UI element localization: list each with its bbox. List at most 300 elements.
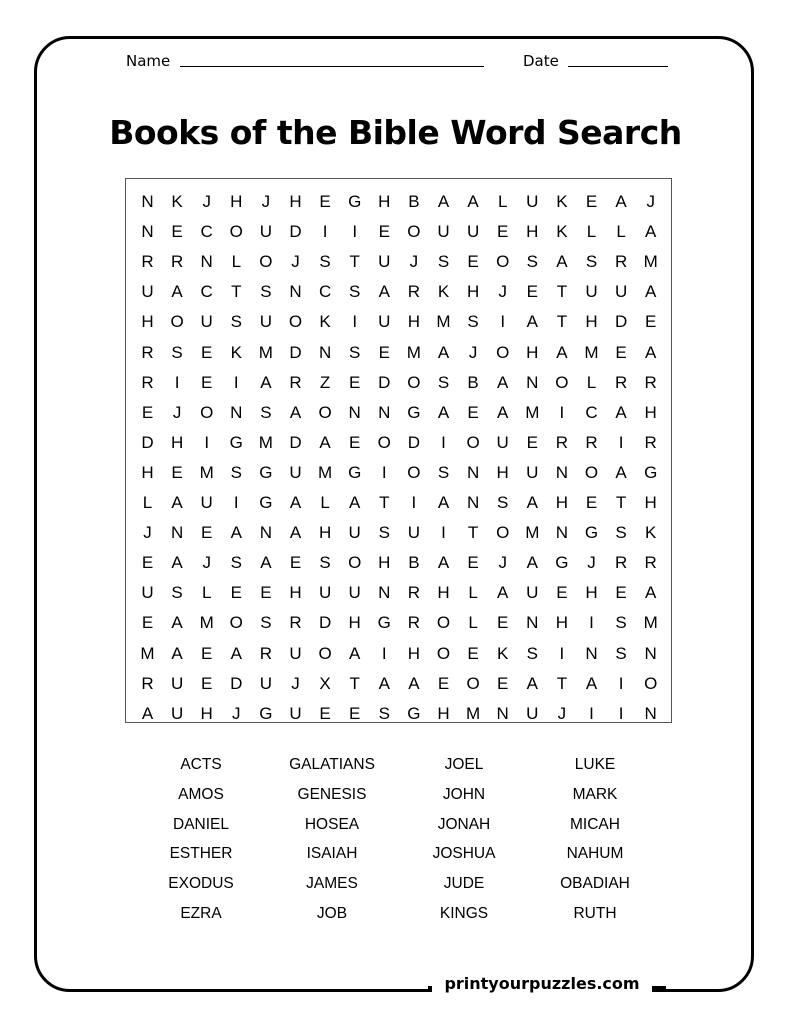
grid-letter[interactable]: N — [230, 402, 243, 422]
grid-letter[interactable]: M — [406, 342, 421, 362]
grid-letter[interactable]: O — [318, 643, 332, 663]
grid-letter[interactable]: A — [615, 192, 627, 211]
grid-letter[interactable]: R — [289, 613, 302, 633]
grid-letter[interactable]: J — [232, 703, 241, 723]
grid-letter[interactable]: N — [555, 462, 569, 482]
grid-letter[interactable]: L — [586, 222, 597, 242]
grid-letter[interactable]: M — [318, 462, 333, 482]
grid-letter[interactable]: H — [289, 583, 302, 603]
grid-letter[interactable]: A — [408, 673, 420, 693]
grid-letter[interactable]: E — [585, 493, 598, 512]
grid-letter[interactable]: H — [230, 192, 243, 211]
grid-letter[interactable]: H — [141, 462, 154, 482]
grid-letter[interactable]: N — [585, 643, 598, 663]
grid-letter[interactable]: J — [172, 402, 182, 422]
grid-letter[interactable]: A — [437, 192, 450, 211]
grid-letter[interactable]: S — [260, 402, 272, 422]
grid-letter[interactable]: J — [291, 252, 300, 272]
grid-letter[interactable]: O — [229, 613, 243, 633]
grid-letter[interactable]: T — [556, 312, 568, 332]
grid-letter[interactable]: O — [200, 402, 214, 422]
grid-letter[interactable]: A — [556, 252, 568, 272]
grid-letter[interactable]: I — [233, 372, 239, 392]
grid-letter[interactable]: A — [645, 222, 657, 242]
grid-letter[interactable]: Z — [319, 372, 331, 392]
grid-letter[interactable]: H — [318, 523, 332, 543]
grid-letter[interactable]: A — [497, 583, 509, 603]
grid-letter[interactable]: U — [526, 583, 539, 603]
grid-letter[interactable]: H — [407, 312, 421, 332]
grid-letter[interactable]: N — [318, 342, 332, 362]
grid-letter[interactable]: I — [204, 432, 210, 452]
grid-letter[interactable]: U — [259, 673, 273, 693]
grid-letter[interactable]: H — [348, 613, 361, 633]
grid-letter[interactable]: A — [526, 673, 538, 693]
grid-letter[interactable]: K — [497, 643, 509, 663]
grid-letter[interactable]: U — [526, 703, 539, 723]
grid-letter[interactable]: O — [436, 613, 451, 633]
grid-letter[interactable]: E — [141, 402, 154, 422]
grid-letter[interactable]: U — [141, 282, 154, 302]
grid-letter[interactable]: H — [526, 222, 539, 242]
grid-letter[interactable]: K — [645, 523, 657, 543]
grid-letter[interactable]: E — [437, 673, 450, 693]
grid-letter[interactable]: G — [377, 613, 391, 633]
grid-letter[interactable]: S — [378, 703, 390, 723]
grid-letter[interactable]: A — [526, 312, 538, 332]
grid-letter[interactable]: A — [556, 342, 568, 362]
grid-letter[interactable]: U — [200, 493, 213, 512]
grid-letter[interactable]: N — [555, 523, 569, 543]
grid-letter[interactable]: A — [230, 523, 242, 543]
grid-letter[interactable]: O — [466, 432, 480, 452]
grid-letter[interactable]: R — [141, 252, 154, 272]
grid-letter[interactable]: E — [615, 583, 627, 603]
grid-letter[interactable]: C — [585, 402, 598, 422]
grid-letter[interactable]: A — [437, 553, 450, 573]
grid-letter[interactable]: K — [230, 342, 242, 362]
grid-letter[interactable]: H — [200, 703, 213, 723]
grid-letter[interactable]: A — [171, 553, 183, 573]
grid-letter[interactable]: G — [348, 462, 362, 482]
grid-letter[interactable]: M — [643, 252, 658, 272]
grid-letter[interactable]: A — [645, 342, 657, 362]
grid-letter[interactable]: E — [289, 553, 302, 573]
grid-letter[interactable]: A — [289, 402, 302, 422]
grid-letter[interactable]: S — [437, 462, 450, 482]
grid-letter[interactable]: U — [170, 673, 184, 693]
grid-letter[interactable]: H — [437, 583, 450, 603]
grid-letter[interactable]: H — [170, 432, 184, 452]
grid-letter[interactable]: I — [411, 493, 417, 512]
grid-letter[interactable]: S — [171, 583, 183, 603]
grid-letter[interactable]: M — [525, 402, 540, 422]
grid-letter[interactable]: E — [585, 192, 598, 211]
grid-letter[interactable]: S — [615, 643, 627, 663]
grid-letter[interactable]: T — [615, 493, 627, 512]
grid-letter[interactable]: S — [349, 342, 361, 362]
grid-letter[interactable]: S — [319, 252, 331, 272]
grid-letter[interactable]: D — [407, 432, 421, 452]
grid-letter[interactable]: E — [497, 673, 509, 693]
grid-letter[interactable]: U — [496, 432, 509, 452]
grid-letter[interactable]: E — [349, 432, 361, 452]
grid-letter[interactable]: B — [408, 553, 420, 573]
grid-letter[interactable]: U — [437, 222, 450, 242]
grid-letter[interactable]: D — [318, 613, 332, 633]
grid-letter[interactable]: N — [526, 613, 539, 633]
grid-letter[interactable]: O — [436, 643, 451, 663]
grid-letter[interactable]: I — [589, 613, 594, 633]
grid-letter[interactable]: S — [497, 493, 509, 512]
grid-letter[interactable]: I — [381, 643, 387, 663]
grid-letter[interactable]: I — [441, 432, 446, 452]
grid-letter[interactable]: S — [349, 282, 361, 302]
grid-letter[interactable]: I — [352, 312, 358, 332]
grid-letter[interactable]: G — [259, 703, 273, 723]
grid-letter[interactable]: R — [407, 613, 421, 633]
grid-letter[interactable]: O — [288, 312, 303, 332]
grid-letter[interactable]: O — [229, 222, 243, 242]
grid-letter[interactable]: U — [259, 222, 273, 242]
grid-letter[interactable]: I — [559, 643, 565, 663]
grid-letter[interactable]: G — [407, 402, 421, 422]
grid-letter[interactable]: S — [437, 372, 450, 392]
grid-letter[interactable]: A — [526, 493, 538, 512]
grid-letter[interactable]: S — [260, 282, 272, 302]
grid-letter[interactable]: A — [378, 673, 390, 693]
grid-letter[interactable]: O — [170, 312, 184, 332]
grid-letter[interactable]: E — [141, 553, 154, 573]
grid-letter[interactable]: S — [585, 252, 598, 272]
grid-letter[interactable]: I — [352, 222, 358, 242]
grid-letter[interactable]: H — [526, 342, 539, 362]
grid-letter[interactable]: G — [555, 553, 569, 573]
grid-letter[interactable]: H — [437, 703, 450, 723]
grid-letter[interactable]: A — [289, 523, 302, 543]
grid-letter[interactable]: S — [526, 643, 538, 663]
grid-letter[interactable]: A — [230, 643, 242, 663]
grid-letter[interactable]: N — [466, 462, 480, 482]
grid-letter[interactable]: R — [614, 252, 628, 272]
grid-letter[interactable]: N — [378, 583, 391, 603]
grid-letter[interactable]: G — [229, 432, 243, 452]
grid-letter[interactable]: A — [497, 372, 509, 392]
grid-letter[interactable]: R — [644, 432, 657, 452]
grid-letter[interactable]: A — [437, 342, 450, 362]
grid-letter[interactable]: E — [230, 583, 242, 603]
grid-letter[interactable]: K — [556, 222, 568, 242]
grid-letter[interactable]: S — [615, 523, 627, 543]
grid-letter[interactable]: K — [556, 192, 568, 211]
grid-letter[interactable]: E — [201, 643, 213, 663]
grid-letter[interactable]: E — [526, 282, 538, 302]
grid-letter[interactable]: D — [141, 432, 154, 452]
grid-letter[interactable]: A — [141, 703, 154, 723]
grid-letter[interactable]: R — [555, 432, 569, 452]
grid-letter[interactable]: U — [289, 643, 302, 663]
grid-letter[interactable]: H — [407, 643, 421, 663]
grid-letter[interactable]: J — [587, 553, 596, 573]
grid-letter[interactable]: U — [289, 462, 302, 482]
grid-letter[interactable]: S — [615, 613, 627, 633]
grid-letter[interactable]: N — [644, 703, 657, 723]
grid-letter[interactable]: O — [644, 673, 658, 693]
grid-letter[interactable]: D — [289, 342, 302, 362]
grid-letter[interactable]: J — [261, 192, 271, 211]
grid-letter[interactable]: D — [289, 432, 302, 452]
grid-letter[interactable]: R — [585, 432, 598, 452]
grid-letter[interactable]: I — [618, 673, 624, 693]
grid-letter[interactable]: I — [174, 372, 180, 392]
grid-letter[interactable]: H — [378, 192, 391, 211]
grid-letter[interactable]: R — [289, 372, 302, 392]
grid-letter[interactable]: M — [258, 432, 273, 452]
grid-letter[interactable]: N — [466, 493, 480, 512]
date-field[interactable] — [568, 66, 668, 67]
grid-letter[interactable]: A — [260, 553, 272, 573]
grid-letter[interactable]: E — [201, 342, 213, 362]
grid-letter[interactable]: U — [170, 703, 184, 723]
grid-letter[interactable]: N — [259, 523, 273, 543]
grid-letter[interactable]: S — [230, 462, 242, 482]
grid-letter[interactable]: I — [500, 312, 506, 332]
grid-letter[interactable]: I — [618, 703, 624, 723]
grid-letter[interactable]: A — [378, 282, 390, 302]
grid-letter[interactable]: N — [289, 282, 302, 302]
grid-letter[interactable]: A — [585, 673, 598, 693]
grid-letter[interactable]: U — [348, 523, 361, 543]
grid-letter[interactable]: D — [614, 312, 628, 332]
grid-letter[interactable]: O — [466, 673, 480, 693]
grid-letter[interactable]: O — [555, 372, 569, 392]
grid-letter[interactable]: T — [349, 252, 360, 272]
grid-letter[interactable]: R — [644, 372, 657, 392]
grid-letter[interactable]: H — [644, 493, 657, 512]
grid-letter[interactable]: T — [467, 523, 479, 543]
grid-letter[interactable]: A — [171, 493, 183, 512]
grid-letter[interactable]: H — [141, 312, 154, 332]
grid-letter[interactable]: C — [318, 282, 332, 302]
grid-letter[interactable]: A — [526, 553, 538, 573]
grid-letter[interactable]: G — [644, 462, 658, 482]
grid-letter[interactable]: O — [584, 462, 599, 482]
grid-letter[interactable]: A — [171, 613, 183, 633]
grid-letter[interactable]: R — [407, 583, 421, 603]
grid-letter[interactable]: E — [467, 643, 479, 663]
grid-letter[interactable]: J — [498, 282, 507, 302]
grid-letter[interactable]: K — [437, 282, 450, 302]
grid-letter[interactable]: E — [349, 372, 361, 392]
grid-letter[interactable]: O — [348, 553, 362, 573]
grid-letter[interactable]: I — [441, 523, 446, 543]
grid-letter[interactable]: A — [497, 402, 509, 422]
grid-letter[interactable]: U — [289, 703, 302, 723]
grid-letter[interactable]: A — [615, 462, 627, 482]
grid-letter[interactable]: E — [467, 402, 479, 422]
grid-letter[interactable]: E — [615, 342, 627, 362]
grid-letter[interactable]: J — [143, 523, 152, 543]
grid-letter[interactable]: E — [201, 523, 213, 543]
grid-letter[interactable]: A — [319, 432, 331, 452]
grid-letter[interactable]: U — [378, 252, 391, 272]
grid-letter[interactable]: M — [199, 613, 214, 633]
grid-letter[interactable]: E — [349, 703, 361, 723]
grid-letter[interactable]: R — [407, 282, 421, 302]
grid-letter[interactable]: E — [319, 192, 331, 211]
grid-letter[interactable]: E — [378, 222, 390, 242]
grid-letter[interactable]: M — [584, 342, 599, 362]
grid-letter[interactable]: C — [200, 222, 213, 242]
grid-letter[interactable]: G — [407, 703, 421, 723]
grid-letter[interactable]: A — [349, 493, 361, 512]
grid-letter[interactable]: E — [171, 222, 183, 242]
grid-letter[interactable]: E — [141, 613, 154, 633]
grid-letter[interactable]: M — [466, 703, 481, 723]
grid-letter[interactable]: M — [525, 523, 540, 543]
grid-letter[interactable]: N — [378, 402, 391, 422]
grid-letter[interactable]: U — [526, 462, 539, 482]
grid-letter[interactable]: E — [260, 583, 272, 603]
grid-letter[interactable]: A — [645, 583, 657, 603]
grid-letter[interactable]: S — [437, 252, 450, 272]
grid-letter[interactable]: U — [526, 192, 539, 211]
grid-letter[interactable]: H — [289, 192, 302, 211]
grid-letter[interactable]: R — [141, 342, 154, 362]
grid-letter[interactable]: A — [615, 402, 627, 422]
grid-letter[interactable]: R — [170, 252, 184, 272]
grid-letter[interactable]: A — [437, 493, 450, 512]
grid-letter[interactable]: J — [646, 192, 655, 211]
grid-letter[interactable]: E — [201, 372, 213, 392]
grid-letter[interactable]: N — [496, 703, 509, 723]
grid-letter[interactable]: U — [407, 523, 421, 543]
grid-letter[interactable]: L — [616, 222, 626, 242]
grid-letter[interactable]: I — [559, 402, 565, 422]
grid-letter[interactable]: J — [291, 673, 300, 693]
grid-letter[interactable]: U — [348, 583, 361, 603]
grid-letter[interactable]: T — [556, 673, 568, 693]
grid-letter[interactable]: S — [526, 252, 538, 272]
grid-letter[interactable]: E — [378, 342, 390, 362]
grid-letter[interactable]: J — [498, 553, 507, 573]
grid-letter[interactable]: L — [142, 493, 153, 512]
grid-letter[interactable]: K — [319, 312, 331, 332]
grid-letter[interactable]: R — [614, 372, 628, 392]
grid-letter[interactable]: E — [497, 222, 509, 242]
grid-letter[interactable]: E — [526, 432, 538, 452]
grid-letter[interactable]: J — [468, 342, 478, 362]
grid-letter[interactable]: L — [231, 252, 242, 272]
grid-letter[interactable]: U — [585, 282, 598, 302]
grid-letter[interactable]: L — [201, 583, 212, 603]
grid-letter[interactable]: M — [140, 643, 155, 663]
grid-letter[interactable]: D — [378, 372, 391, 392]
grid-letter[interactable]: E — [201, 673, 213, 693]
grid-letter[interactable]: E — [319, 703, 331, 723]
grid-letter[interactable]: U — [466, 222, 480, 242]
grid-letter[interactable]: E — [645, 312, 657, 332]
grid-letter[interactable]: N — [348, 402, 361, 422]
grid-letter[interactable]: J — [202, 192, 211, 211]
grid-letter[interactable]: N — [526, 372, 539, 392]
name-field[interactable] — [180, 66, 484, 67]
grid-letter[interactable]: O — [318, 402, 332, 422]
grid-letter[interactable]: O — [496, 252, 510, 272]
grid-letter[interactable]: G — [259, 462, 273, 482]
grid-letter[interactable]: T — [231, 282, 242, 302]
grid-letter[interactable]: O — [496, 523, 510, 543]
grid-letter[interactable]: H — [378, 553, 391, 573]
grid-letter[interactable]: U — [259, 312, 273, 332]
grid-letter[interactable]: L — [320, 493, 330, 512]
grid-letter[interactable]: A — [349, 643, 361, 663]
grid-letter[interactable]: N — [200, 252, 213, 272]
grid-letter[interactable]: L — [586, 372, 597, 392]
grid-letter[interactable]: G — [348, 192, 362, 211]
grid-letter[interactable]: I — [381, 462, 387, 482]
grid-letter[interactable]: E — [171, 462, 183, 482]
grid-letter[interactable]: L — [497, 192, 508, 211]
grid-letter[interactable]: I — [589, 703, 594, 723]
grid-letter[interactable]: A — [467, 192, 479, 211]
grid-letter[interactable]: U — [378, 312, 391, 332]
grid-letter[interactable]: A — [171, 282, 183, 302]
grid-letter[interactable]: M — [436, 312, 451, 332]
grid-letter[interactable]: E — [467, 252, 479, 272]
grid-letter[interactable]: R — [259, 643, 273, 663]
grid-letter[interactable]: J — [557, 703, 567, 723]
grid-letter[interactable]: G — [259, 493, 273, 512]
grid-letter[interactable]: O — [377, 432, 391, 452]
grid-letter[interactable]: X — [319, 673, 331, 693]
grid-letter[interactable]: K — [171, 192, 183, 211]
grid-letter[interactable]: D — [289, 222, 302, 242]
grid-letter[interactable]: G — [584, 523, 599, 543]
grid-letter[interactable]: O — [407, 372, 421, 392]
grid-letter[interactable]: N — [141, 222, 154, 242]
grid-letter[interactable]: A — [645, 282, 657, 302]
grid-letter[interactable]: D — [230, 673, 243, 693]
grid-letter[interactable]: I — [322, 222, 328, 242]
grid-letter[interactable]: A — [171, 643, 183, 663]
grid-letter[interactable]: M — [199, 462, 214, 482]
grid-letter[interactable]: E — [556, 583, 568, 603]
grid-letter[interactable]: O — [407, 222, 421, 242]
grid-letter[interactable]: S — [467, 312, 479, 332]
grid-letter[interactable]: J — [202, 553, 211, 573]
grid-letter[interactable]: N — [141, 192, 154, 211]
grid-letter[interactable]: H — [496, 462, 509, 482]
grid-letter[interactable]: O — [496, 342, 510, 362]
grid-letter[interactable]: T — [349, 673, 360, 693]
grid-letter[interactable]: U — [141, 583, 154, 603]
grid-letter[interactable]: H — [466, 282, 480, 302]
grid-letter[interactable]: N — [644, 643, 657, 663]
grid-letter[interactable]: T — [379, 493, 390, 512]
grid-letter[interactable]: O — [259, 252, 273, 272]
grid-letter[interactable]: S — [230, 312, 242, 332]
grid-letter[interactable]: S — [171, 342, 183, 362]
grid-letter[interactable]: H — [585, 583, 598, 603]
grid-letter[interactable]: E — [497, 613, 509, 633]
grid-letter[interactable]: J — [409, 252, 419, 272]
grid-letter[interactable]: A — [289, 493, 302, 512]
grid-letter[interactable]: R — [141, 673, 154, 693]
grid-letter[interactable]: U — [200, 312, 213, 332]
grid-letter[interactable]: S — [319, 553, 331, 573]
grid-letter[interactable]: E — [467, 553, 479, 573]
